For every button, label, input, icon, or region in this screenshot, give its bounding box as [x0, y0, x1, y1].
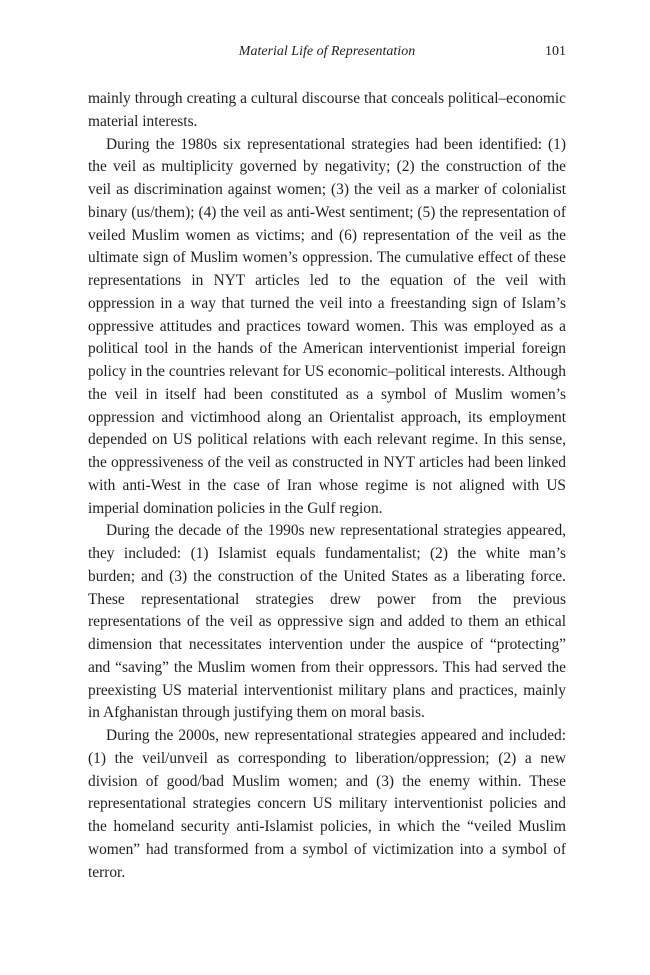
running-title: Material Life of Representation: [238, 44, 416, 59]
paragraph-continued: mainly through creating a cultural discourse that conceals political–economic material interests.: [88, 90, 566, 130]
running-head: [88, 44, 566, 66]
paragraph-1990s: During the decade of the 1990s new representational strategies appeared, they included: (1) Islamist equals fundamentalist; (2) the white man’s burden; and (3) the construction of the United States as a liberating force. These representational strategies drew power from the previous representations of the veil as oppressive sign and added to them an ethical dimension that necessitates intervention under the auspice of “protecting” and “saving” the Muslim women from their oppressors. This had served the preexisting US material interventionist military plans and practices, mainly in Afghanistan through justifying them on moral basis.: [88, 522, 566, 722]
paragraph-1980s: During the 1980s six representational strategies had been identified: (1) the veil as multiplicity governed by negativity; (2) the construction of the veil as discrimination against women; (3) the veil as a marker of colonialist binary (us/them); (4) the veil as anti-West sentiment; (5) the representation of veiled Muslim women as victims; and (6) representation of the veil as the ultimate sign of Muslim women’s oppression. The cumulative effect of these representations in NYT articles led to the equation of the veil with oppression in a way that turned the veil into a freestanding sign of Islam’s oppressive attitudes and practices toward women. This was employed as a political tool in the hands of the American interventionist imperial foreign policy in the countries relevant for US economic–political interests. Although the veil in itself had been constituted as a symbol of Muslim women’s oppression and victimhood along an Orientalist approach, its employment depended on US political relations with each relevant regime. In this sense, the oppressiveness of the veil as constructed in NYT articles had been linked with anti-West in the case of Iran whose regime is not aligned with US imperial domination policies in the Gulf region.: [88, 135, 566, 517]
page-number: 101: [545, 44, 566, 59]
body-text: [88, 88, 566, 884]
paragraph-2000s: During the 2000s, new representational strategies appeared and included: (1) the veil/unveil as corresponding to liberation/oppression; (2) a new division of good/bad Muslim women; and (3) the enemy within. These representational strategies concern US military interventionist policies and the homeland security anti-Islamist policies, in which the “veiled Muslim women” had transformed from a symbol of victimization into a symbol of terror.: [88, 727, 566, 881]
